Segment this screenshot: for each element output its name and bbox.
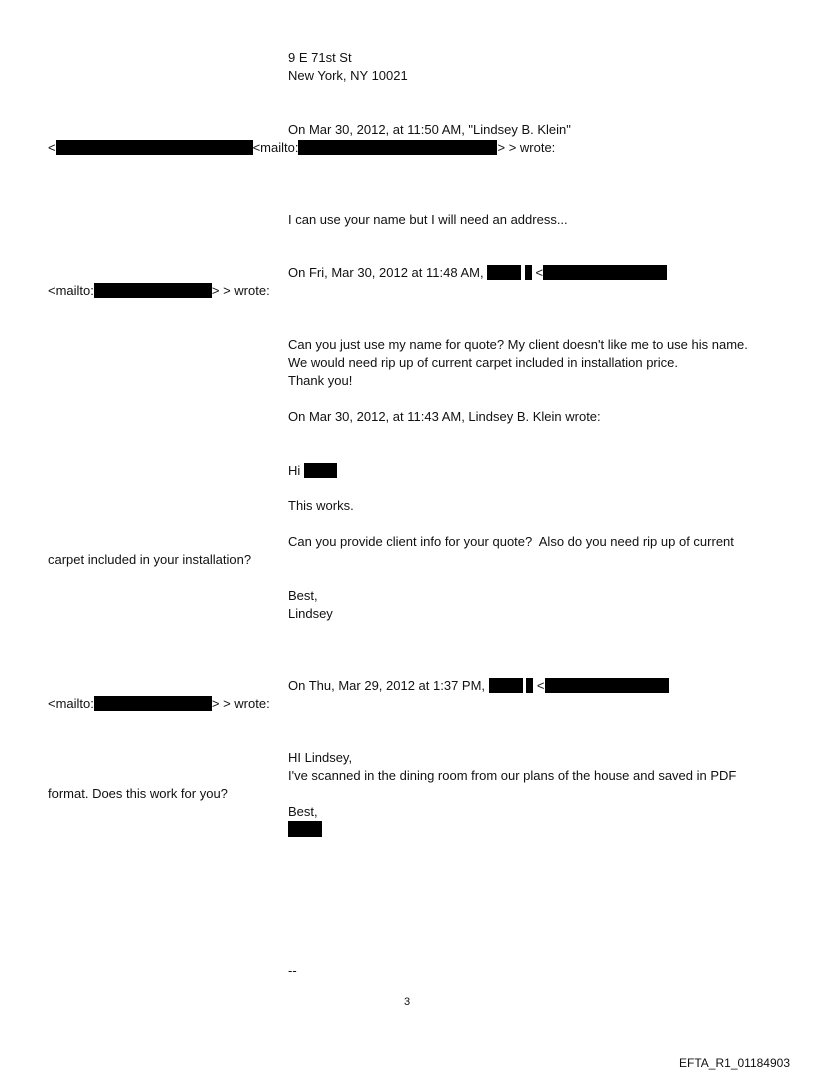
quote-header-3: On Mar 30, 2012, at 11:43 AM, Lindsey B. Klein wrote: [288,409,601,424]
mailto-text: <mailto: [48,696,94,711]
redaction-box [545,678,669,693]
quote-header-4-text: On Thu, Mar 29, 2012 at 1:37 PM, [288,678,486,693]
quote-header-1: On Mar 30, 2012, at 11:50 AM, "Lindsey B. Klein" [288,122,571,137]
wrote-text: > > wrote: [497,140,556,155]
message-3-line-2: carpet included in your installation? [48,552,252,567]
message-2-line-3: Thank you! [288,373,353,388]
quote-header-2 [288,264,667,281]
message-4-signature [288,821,322,838]
mailto-text: <mailto: [48,283,94,298]
redaction-box [304,463,337,478]
wrote-text: > > wrote: [211,283,270,298]
message-3-sign-2: Lindsey [288,606,333,621]
redaction-box [94,283,212,298]
message-3-sign-1: Best, [288,588,318,603]
redaction-box [525,265,532,280]
message-4-line-1: I've scanned in the dining room from our plans of the house and saved in PDF [288,768,737,783]
lt-text: < [536,678,545,693]
redaction-box [288,821,322,837]
quote-address-line-2 [48,282,270,299]
redaction-box [298,140,497,155]
quote-address-line-4 [48,695,270,712]
message-1-body: I can use your name but I will need an address... [288,212,568,227]
quote-header-4 [288,677,669,694]
redaction-box [56,140,253,155]
message-3-works: This works. [288,498,354,513]
signature-dashes: -- [288,963,297,978]
address-street: 9 E 71st St [288,50,352,65]
redaction-box [526,678,533,693]
message-4-line-2: format. Does this work for you? [48,786,228,801]
message-2-line-1: Can you just use my name for quote? My client doesn't like me to use his name. [288,337,748,352]
message-2-line-2: We would need rip up of current carpet included in installation price. [288,355,678,370]
quote-header-2-text: On Fri, Mar 30, 2012 at 11:48 AM, [288,265,484,280]
redaction-box [543,265,667,280]
message-3-greeting [288,462,337,479]
redaction-box [487,265,521,280]
message-3-line-1: Can you provide client info for your quote? Also do you need rip up of current [288,534,734,549]
greeting-text: Hi [288,463,301,478]
redaction-box [489,678,523,693]
quote-address-line-1 [48,139,555,156]
mailto-text: <mailto: [252,140,299,155]
message-4-greeting: HI Lindsey, [288,750,353,765]
page-number: 3 [404,996,411,1008]
redaction-box [94,696,212,711]
lt-text: < [48,140,56,155]
wrote-text: > > wrote: [211,696,270,711]
address-city: New York, NY 10021 [288,68,408,83]
lt-text: < [535,265,544,280]
document-id: EFTA_R1_01184903 [679,1056,790,1070]
message-4-sign-1: Best, [288,804,318,819]
